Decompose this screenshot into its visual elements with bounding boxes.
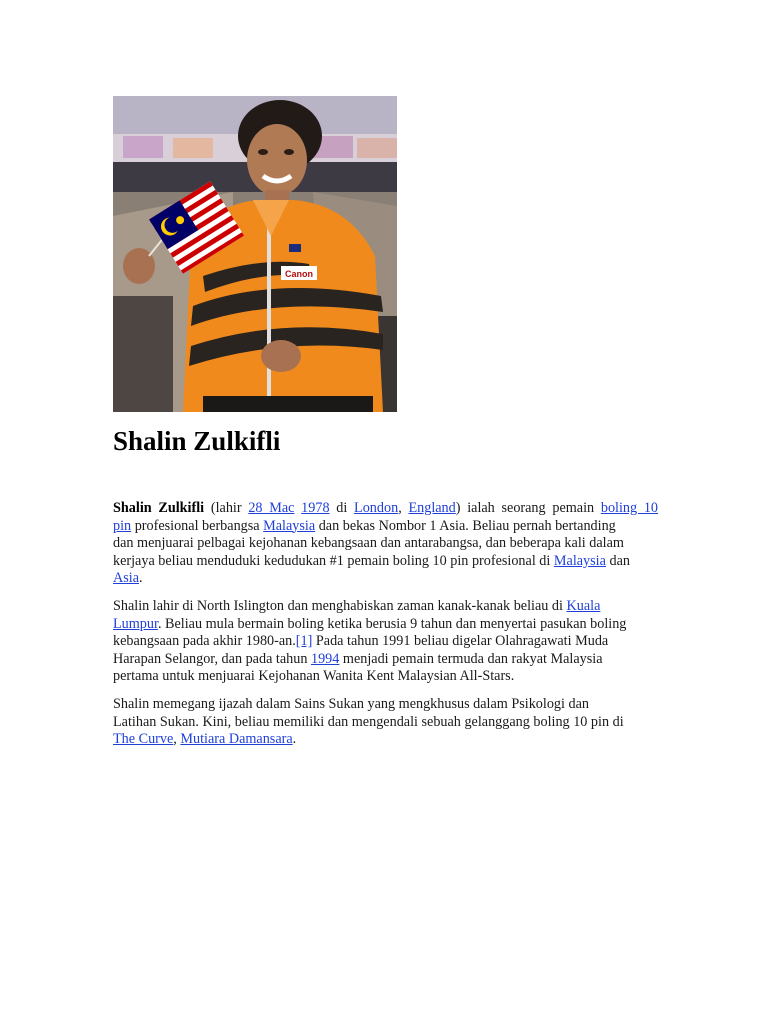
text-line: Harapan Selangor, dan pada tahun 1994 menjadi pemain termuda dan rakyat Malaysia	[113, 650, 603, 667]
link-boling-10-pin[interactable]: boling 10	[600, 500, 659, 516]
text-line: Shalin lahir di North Islington dan menghabiskan zaman kanak-kanak beliau di Kuala	[113, 597, 601, 614]
text-line: The Curve, Mutiara Damansara.	[113, 731, 297, 748]
portrait-illustration	[113, 96, 397, 412]
text-line: kerjaya beliau menduduki kedudukan #1 pemain boling 10 pin profesional di Malaysia dan	[113, 552, 630, 569]
text-line: Lumpur. Beliau mula bermain boling ketika berusia 9 tahun dan menyertai pasukan boling	[113, 615, 627, 632]
text-line: pertama untuk menjuarai Kejohanan Wanita Kent Malaysian All-Stars.	[113, 668, 515, 685]
link-1978[interactable]: 1978	[301, 500, 330, 516]
link-the-curve[interactable]: The Curve	[113, 731, 174, 748]
text-line: pin profesional berbangsa Malaysia dan bekas Nombor 1 Asia. Beliau pernah bertanding	[113, 517, 616, 534]
link-malaysia[interactable]: Malaysia	[263, 517, 316, 534]
text-line: Asia.	[113, 570, 143, 587]
paragraph-intro	[113, 500, 658, 588]
text-line: Shalin memegang ijazah dalam Sains Sukan yang mengkhusus dalam Psikologi dan	[113, 695, 589, 712]
link-malaysia-2[interactable]: Malaysia	[553, 552, 606, 569]
text-line: kebangsaan pada akhir 1980-an.[1] Pada tahun 1991 beliau digelar Olahragawati Muda	[113, 633, 609, 650]
link-mutiara-damansara[interactable]: Mutiara Damansara	[180, 731, 293, 748]
portrait-photo	[113, 96, 397, 412]
link-asia[interactable]: Asia	[113, 570, 140, 587]
reference-link-1[interactable]: [1]	[295, 633, 313, 650]
paragraph-early-life	[113, 598, 658, 686]
article-body	[113, 500, 658, 759]
paragraph-education	[113, 696, 658, 749]
link-boling-10-pin-cont[interactable]: pin	[113, 517, 132, 534]
link-kuala-lumpur-cont[interactable]: Lumpur	[113, 615, 158, 632]
jacket-logo-text: Canon	[285, 269, 313, 279]
text-line: dan menjuarai pelbagai kejohanan kebangsaan dan antarabangsa, dan beberapa kali dalam	[113, 535, 624, 552]
subject-name: Shalin Zulkifli	[113, 500, 205, 516]
page-title: Shalin Zulkifli	[113, 426, 281, 456]
link-england[interactable]: England	[408, 500, 456, 516]
link-kuala-lumpur[interactable]: Kuala	[566, 597, 601, 614]
text-line: Latihan Sukan. Kini, beliau memiliki dan mengendali sebuah gelanggang boling 10 pin di	[113, 713, 624, 730]
text-line: Shalin Zulkifli (lahir 28 Mac 1978 di London, England) ialah seorang pemain boling 10	[113, 500, 659, 516]
link-28-mac[interactable]: 28 Mac	[248, 500, 295, 516]
link-london[interactable]: London	[354, 500, 399, 516]
link-1994[interactable]: 1994	[310, 650, 340, 667]
